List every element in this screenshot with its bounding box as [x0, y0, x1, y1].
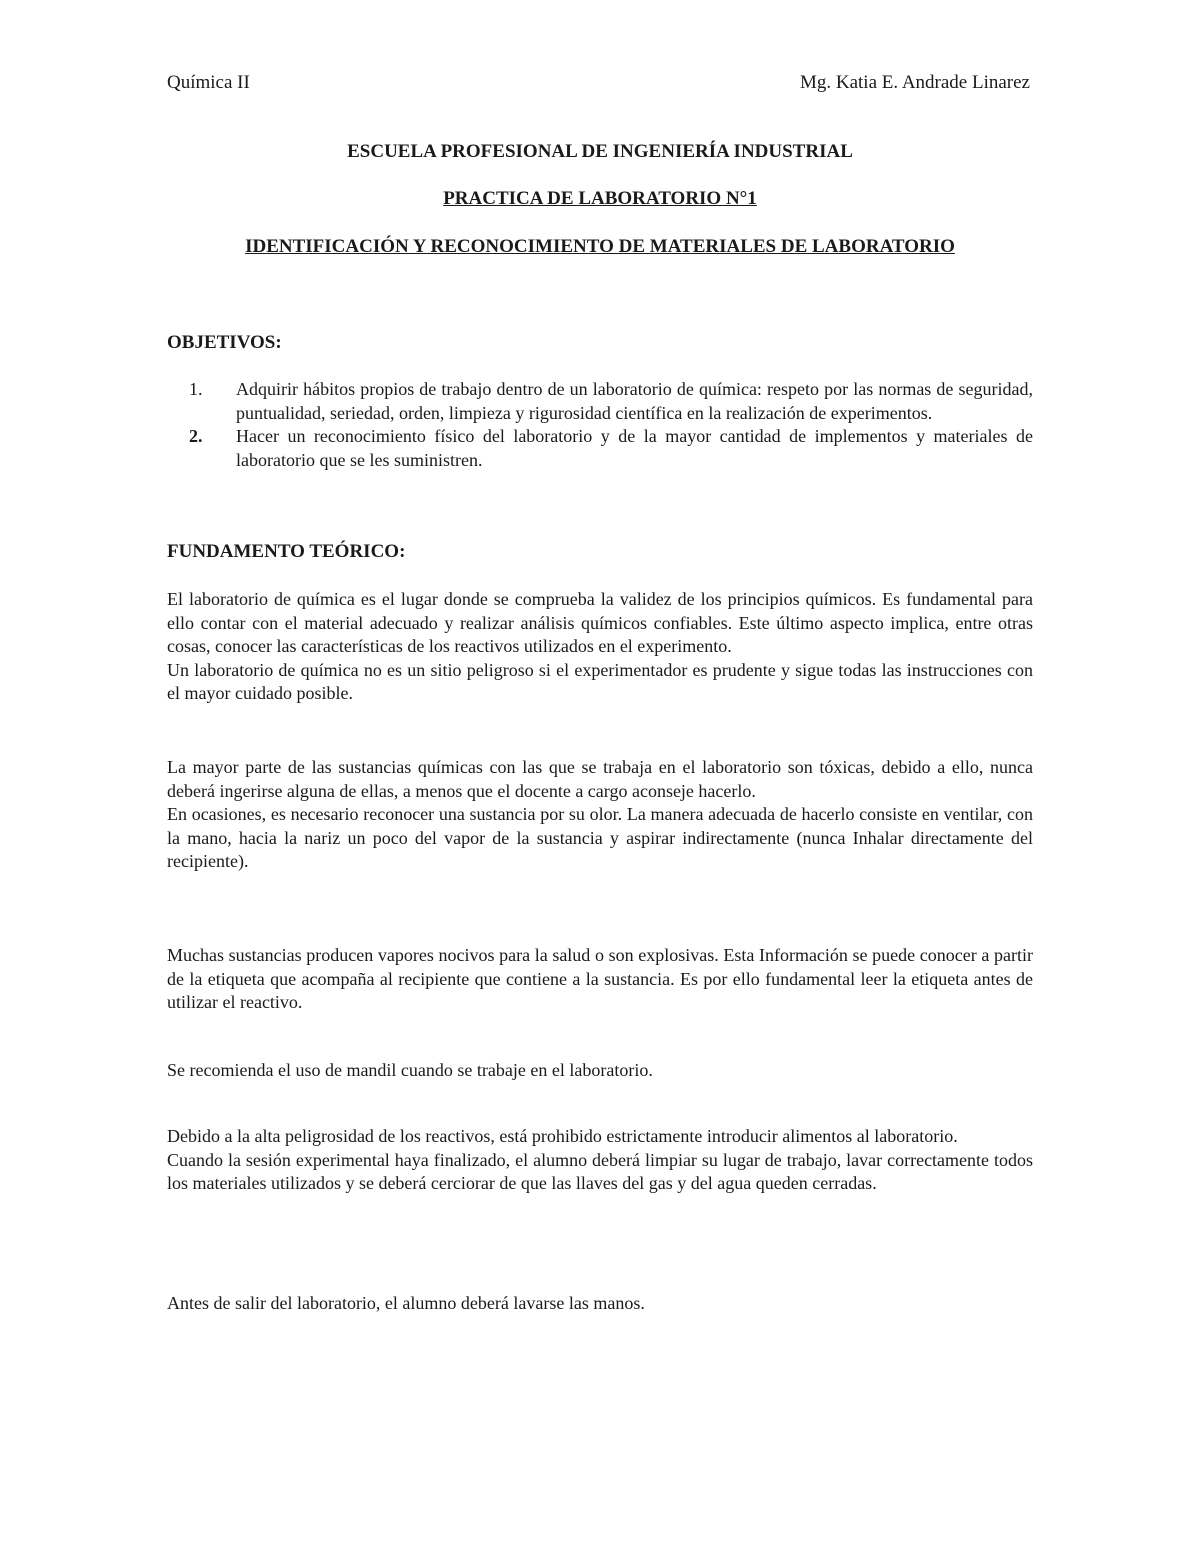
paragraph-text: La mayor parte de las sustancias químicas con las que se trabaja en el laboratorio son tóxicas, debido a ello, nunca deberá ingerirse alguna de ellas, a menos que el docente a cargo aconseje hacerlo.: [167, 757, 1033, 801]
school-title: ESCUELA PROFESIONAL DE INGENIERÍA INDUSTRIAL: [347, 141, 853, 162]
paragraph-text: Debido a la alta peligrosidad de los reactivos, está prohibido estrictamente introducir alimentos al laboratorio.: [167, 1126, 958, 1146]
fundamentals-heading: FUNDAMENTO TEÓRICO:: [167, 541, 406, 562]
topic-title: IDENTIFICACIÓN Y RECONOCIMIENTO DE MATERIALES DE LABORATORIO: [245, 236, 955, 257]
list-number: 2.: [189, 426, 203, 446]
practice-title: PRACTICA DE LABORATORIO N°1: [443, 188, 757, 209]
paragraph: [167, 1125, 1033, 1196]
paragraph: [167, 756, 1033, 874]
paragraph-text: Se recomienda el uso de mandil cuando se trabaje en el laboratorio.: [167, 1060, 653, 1080]
paragraph: [167, 588, 1033, 706]
list-text: Adquirir hábitos propios de trabajo dentro de un laboratorio de química: respeto por las normas de seguridad, puntualidad, seriedad, orden, limpieza y rigurosidad científica en la realización de experimentos.: [236, 379, 1033, 423]
paragraph-text: Un laboratorio de química no es un sitio peligroso si el experimentador es prudente y sigue todas las instrucciones con el mayor cuidado posible.: [167, 659, 1033, 703]
objectives-list: [167, 378, 1033, 472]
objectives-heading: OBJETIVOS:: [167, 332, 282, 353]
list-item: [167, 378, 1033, 425]
list-item: [167, 425, 1033, 472]
paragraph-text: Muchas sustancias producen vapores nocivos para la salud o son explosivas. Esta Información se puede conocer a partir de la etiqueta que acompaña al recipiente que contiene a la sustancia. Es por ello fundamental leer la etiqueta antes de utilizar el reactivo.: [167, 945, 1033, 1012]
paragraph: [167, 1059, 1033, 1083]
paragraph: [167, 1292, 1033, 1316]
paragraph-text: Antes de salir del laboratorio, el alumno deberá lavarse las manos.: [167, 1293, 645, 1313]
list-text: Hacer un reconocimiento físico del laboratorio y de la mayor cantidad de implementos y materiales de laboratorio que se les suministren.: [236, 426, 1033, 470]
paragraph-text: El laboratorio de química es el lugar donde se comprueba la validez de los principios químicos. Es fundamental para ello contar con el material adecuado y realizar análisis químicos confiables. Este último aspecto implica, entre otras cosas, conocer las características de los reactivos utilizados en el experimento.: [167, 589, 1033, 656]
header-author: Mg. Katia E. Andrade Linarez: [799, 72, 1030, 93]
paragraph-text: En ocasiones, es necesario reconocer una sustancia por su olor. La manera adecuada de hacerlo consiste en ventilar, con la mano, hacia la nariz un poco del vapor de la sustancia y aspirar indirectamente (nunca Inhalar directamente del recipiente).: [167, 804, 1033, 871]
paragraph: [167, 944, 1033, 1015]
header-course: Química II: [167, 72, 250, 93]
paragraph-text: Cuando la sesión experimental haya finalizado, el alumno deberá limpiar su lugar de trabajo, lavar correctamente todos los materiales utilizados y se deberá cerciorar de que las llaves del gas y del agua queden cerradas.: [167, 1149, 1033, 1193]
list-number: 1.: [189, 379, 203, 399]
